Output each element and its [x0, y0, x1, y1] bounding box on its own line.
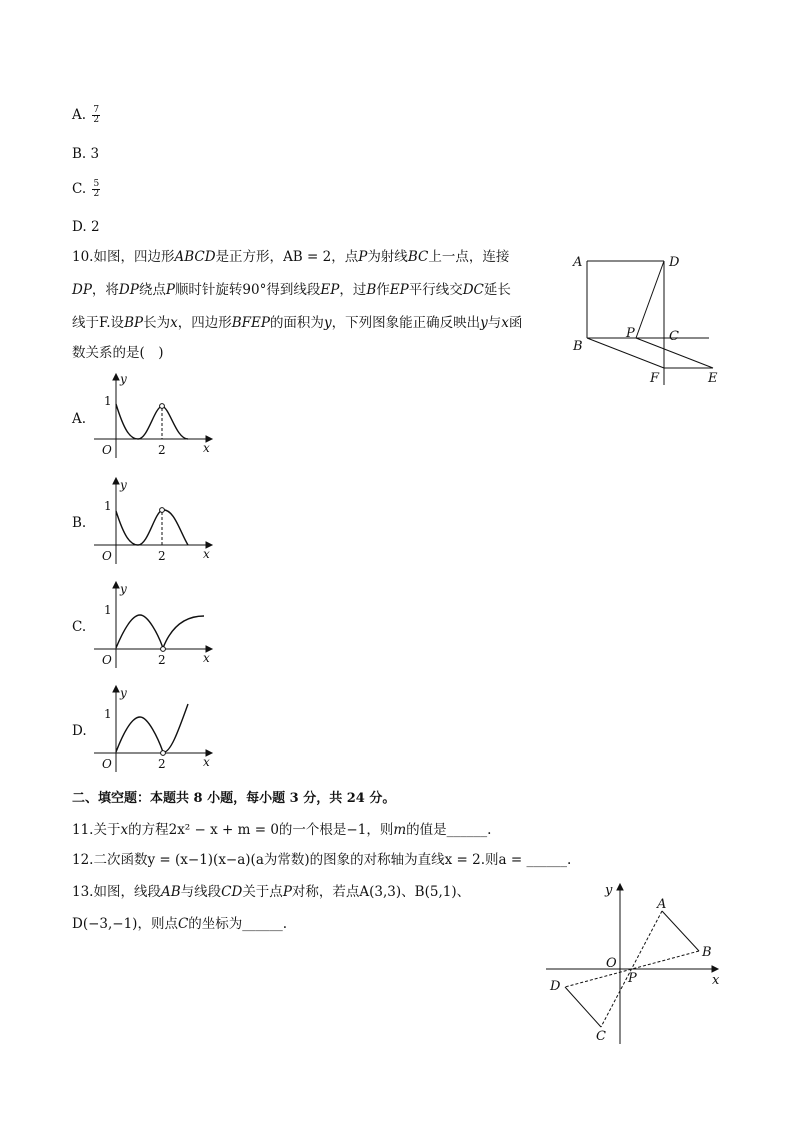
svg-text:2: 2 — [158, 653, 166, 667]
fraction: $\frac{5}{2}$ — [93, 179, 100, 199]
q9-option-a: A. $\frac{7}{2}$ — [72, 105, 100, 125]
q10-option-d-graph — [90, 682, 220, 774]
label-b: B — [573, 339, 583, 354]
q10-option-c-graph — [90, 578, 220, 670]
svg-text:x: x — [203, 441, 210, 455]
svg-text:y: y — [120, 686, 127, 700]
svg-text:2: 2 — [158, 757, 166, 771]
q12-text: 12.二次函数y = (x−1)(x−a)(a为常数)的图象的对称轴为直线x = 2.则a = ______. — [72, 852, 572, 868]
q10-option-c-letter: C. — [72, 619, 87, 635]
q10-option-b-letter: B. — [72, 515, 87, 531]
q10-option-b-graph — [90, 474, 220, 566]
svg-text:y: y — [120, 372, 127, 386]
label-e: E — [708, 371, 718, 386]
svg-text:x: x — [203, 547, 210, 561]
svg-text:y: y — [120, 582, 127, 596]
svg-text:1: 1 — [104, 394, 112, 408]
point-d-label: D — [550, 979, 561, 994]
label-a: A — [573, 255, 583, 270]
origin-label: O — [606, 956, 617, 971]
axis-y-label: y — [605, 883, 613, 898]
section-2-heading: 二、填空题：本题共 8 小题，每小题 3 分，共 24 分。 — [72, 791, 396, 806]
q13-line-1: 13.如图，线段AB与线段CD关于点P对称，若点A(3,3)、B(5,1)、 — [72, 884, 471, 900]
axis-x-label: x — [712, 973, 720, 988]
label-c: C — [669, 329, 679, 344]
q10-line-1: 10.如图，四边形ABCD是正方形，AB = 2，点P为射线BC上一点，连接 — [72, 249, 510, 265]
q13-line-2: D(−3,−1)，则点C的坐标为______. — [72, 916, 288, 932]
svg-text:O: O — [102, 757, 112, 771]
svg-text:2: 2 — [158, 549, 166, 563]
q10-option-a-graph — [90, 370, 220, 462]
q13-coordinate-figure — [540, 878, 730, 1048]
fraction: $\frac{7}{2}$ — [93, 105, 100, 125]
svg-text:1: 1 — [104, 499, 112, 513]
label-f: F — [650, 371, 660, 386]
q9-option-d: D. 2 — [72, 219, 100, 235]
label-d: D — [669, 255, 680, 270]
q10-square-figure — [565, 250, 730, 390]
q9-option-c: C. $\frac{5}{2}$ — [72, 179, 100, 199]
q10-line-2: DP，将DP绕点P顺时针旋转90°得到线段EP，过B作EP平行线交DC延长 — [72, 282, 511, 298]
point-c-label: C — [596, 1029, 606, 1044]
svg-text:2: 2 — [158, 443, 166, 457]
svg-text:1: 1 — [104, 707, 112, 721]
q10-option-a-letter: A. — [72, 411, 87, 427]
label-p: P — [626, 326, 635, 341]
svg-text:x: x — [203, 755, 210, 769]
svg-text:O: O — [102, 549, 112, 563]
point-p-label: P — [628, 971, 637, 986]
q10-line-3: 线于F.设BP长为x，四边形BFEP的面积为y，下列图象能正确反映出y与x函 — [72, 315, 523, 331]
q10-option-d-letter: D. — [72, 723, 87, 739]
q10-line-4: 数关系的是( ) — [72, 345, 164, 361]
q9-option-b: B. 3 — [72, 146, 100, 162]
svg-text:y: y — [120, 478, 127, 492]
svg-text:1: 1 — [104, 603, 112, 617]
point-b-label: B — [702, 945, 712, 960]
svg-text:O: O — [102, 653, 112, 667]
point-a-label: A — [657, 897, 667, 912]
svg-text:O: O — [102, 443, 112, 457]
q11-text: 11.关于x的方程2x² − x + m = 0的一个根是−1，则m的值是______. — [72, 822, 492, 838]
svg-text:x: x — [203, 651, 210, 665]
